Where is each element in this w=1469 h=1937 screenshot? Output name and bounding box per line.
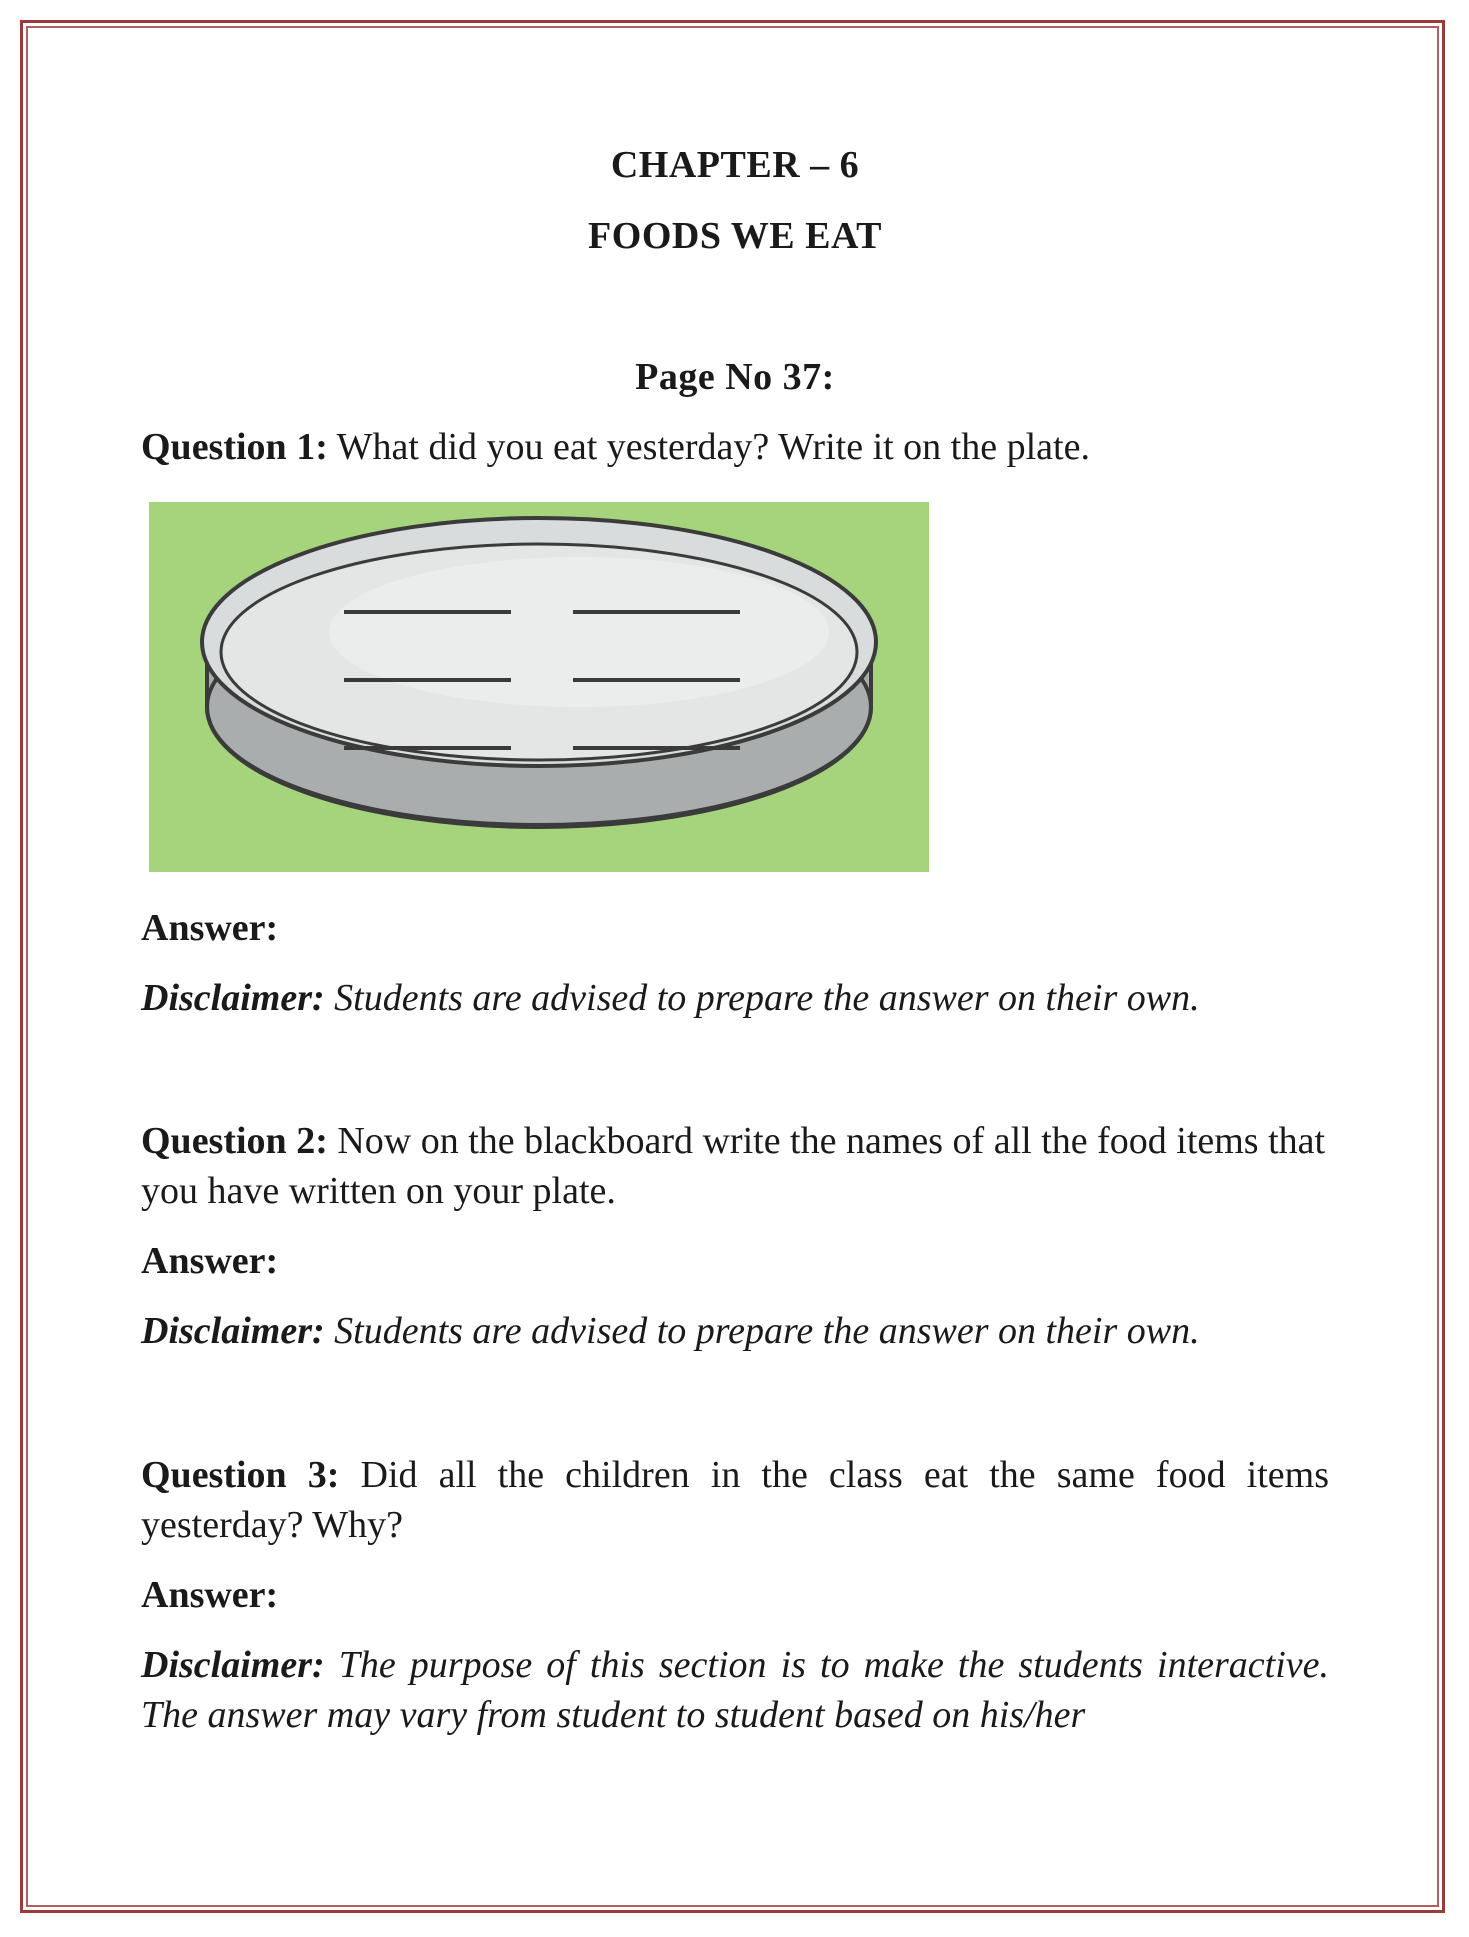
- page-number-heading: Page No 37:: [635, 356, 835, 398]
- disclaimer-text: Students are advised to prepare the answer on their own.: [324, 977, 1200, 1019]
- question-1-text: What did you eat yesterday? Write it on the plate.: [327, 426, 1090, 468]
- question-2-text: Now on the blackboard write the names of all the food items that you have written on your plate.: [141, 1120, 1326, 1212]
- plate-illustration-icon: [149, 502, 929, 872]
- question-3-text: Did all the children in the class eat the same food items yesterday? Why?: [141, 1454, 1329, 1546]
- question-2-disclaimer: [141, 1306, 1329, 1356]
- question-2: [141, 1116, 1329, 1216]
- question-2-label: Question 2:: [141, 1120, 328, 1162]
- disclaimer-text: The purpose of this section is to make the students interactive. The answer may vary from student to student based on his/her: [141, 1644, 1329, 1736]
- question-2-answer-label: [141, 1236, 1329, 1286]
- question-1: [141, 422, 1329, 472]
- answer-label: Answer:: [141, 907, 279, 949]
- question-1-disclaimer: [141, 973, 1329, 1023]
- disclaimer-label: Disclaimer:: [141, 977, 325, 1019]
- disclaimer-label: Disclaimer:: [141, 1310, 325, 1352]
- question-1-answer-label: [141, 903, 1329, 953]
- disclaimer-text: Students are advised to prepare the answer on their own.: [324, 1310, 1200, 1352]
- page-border: [20, 20, 1445, 1913]
- question-3-disclaimer: [141, 1640, 1329, 1740]
- answer-label: Answer:: [141, 1240, 279, 1282]
- chapter-title: FOODS WE EAT: [588, 215, 882, 257]
- question-3-answer-label: [141, 1570, 1329, 1620]
- question-1-label: Question 1:: [141, 426, 328, 468]
- plate-highlight: [329, 557, 829, 707]
- question-3: [141, 1450, 1329, 1550]
- answer-label: Answer:: [141, 1574, 279, 1616]
- chapter-number: CHAPTER – 6: [610, 144, 860, 186]
- disclaimer-label: Disclaimer:: [141, 1644, 325, 1686]
- question-3-label: Question 3:: [141, 1454, 340, 1496]
